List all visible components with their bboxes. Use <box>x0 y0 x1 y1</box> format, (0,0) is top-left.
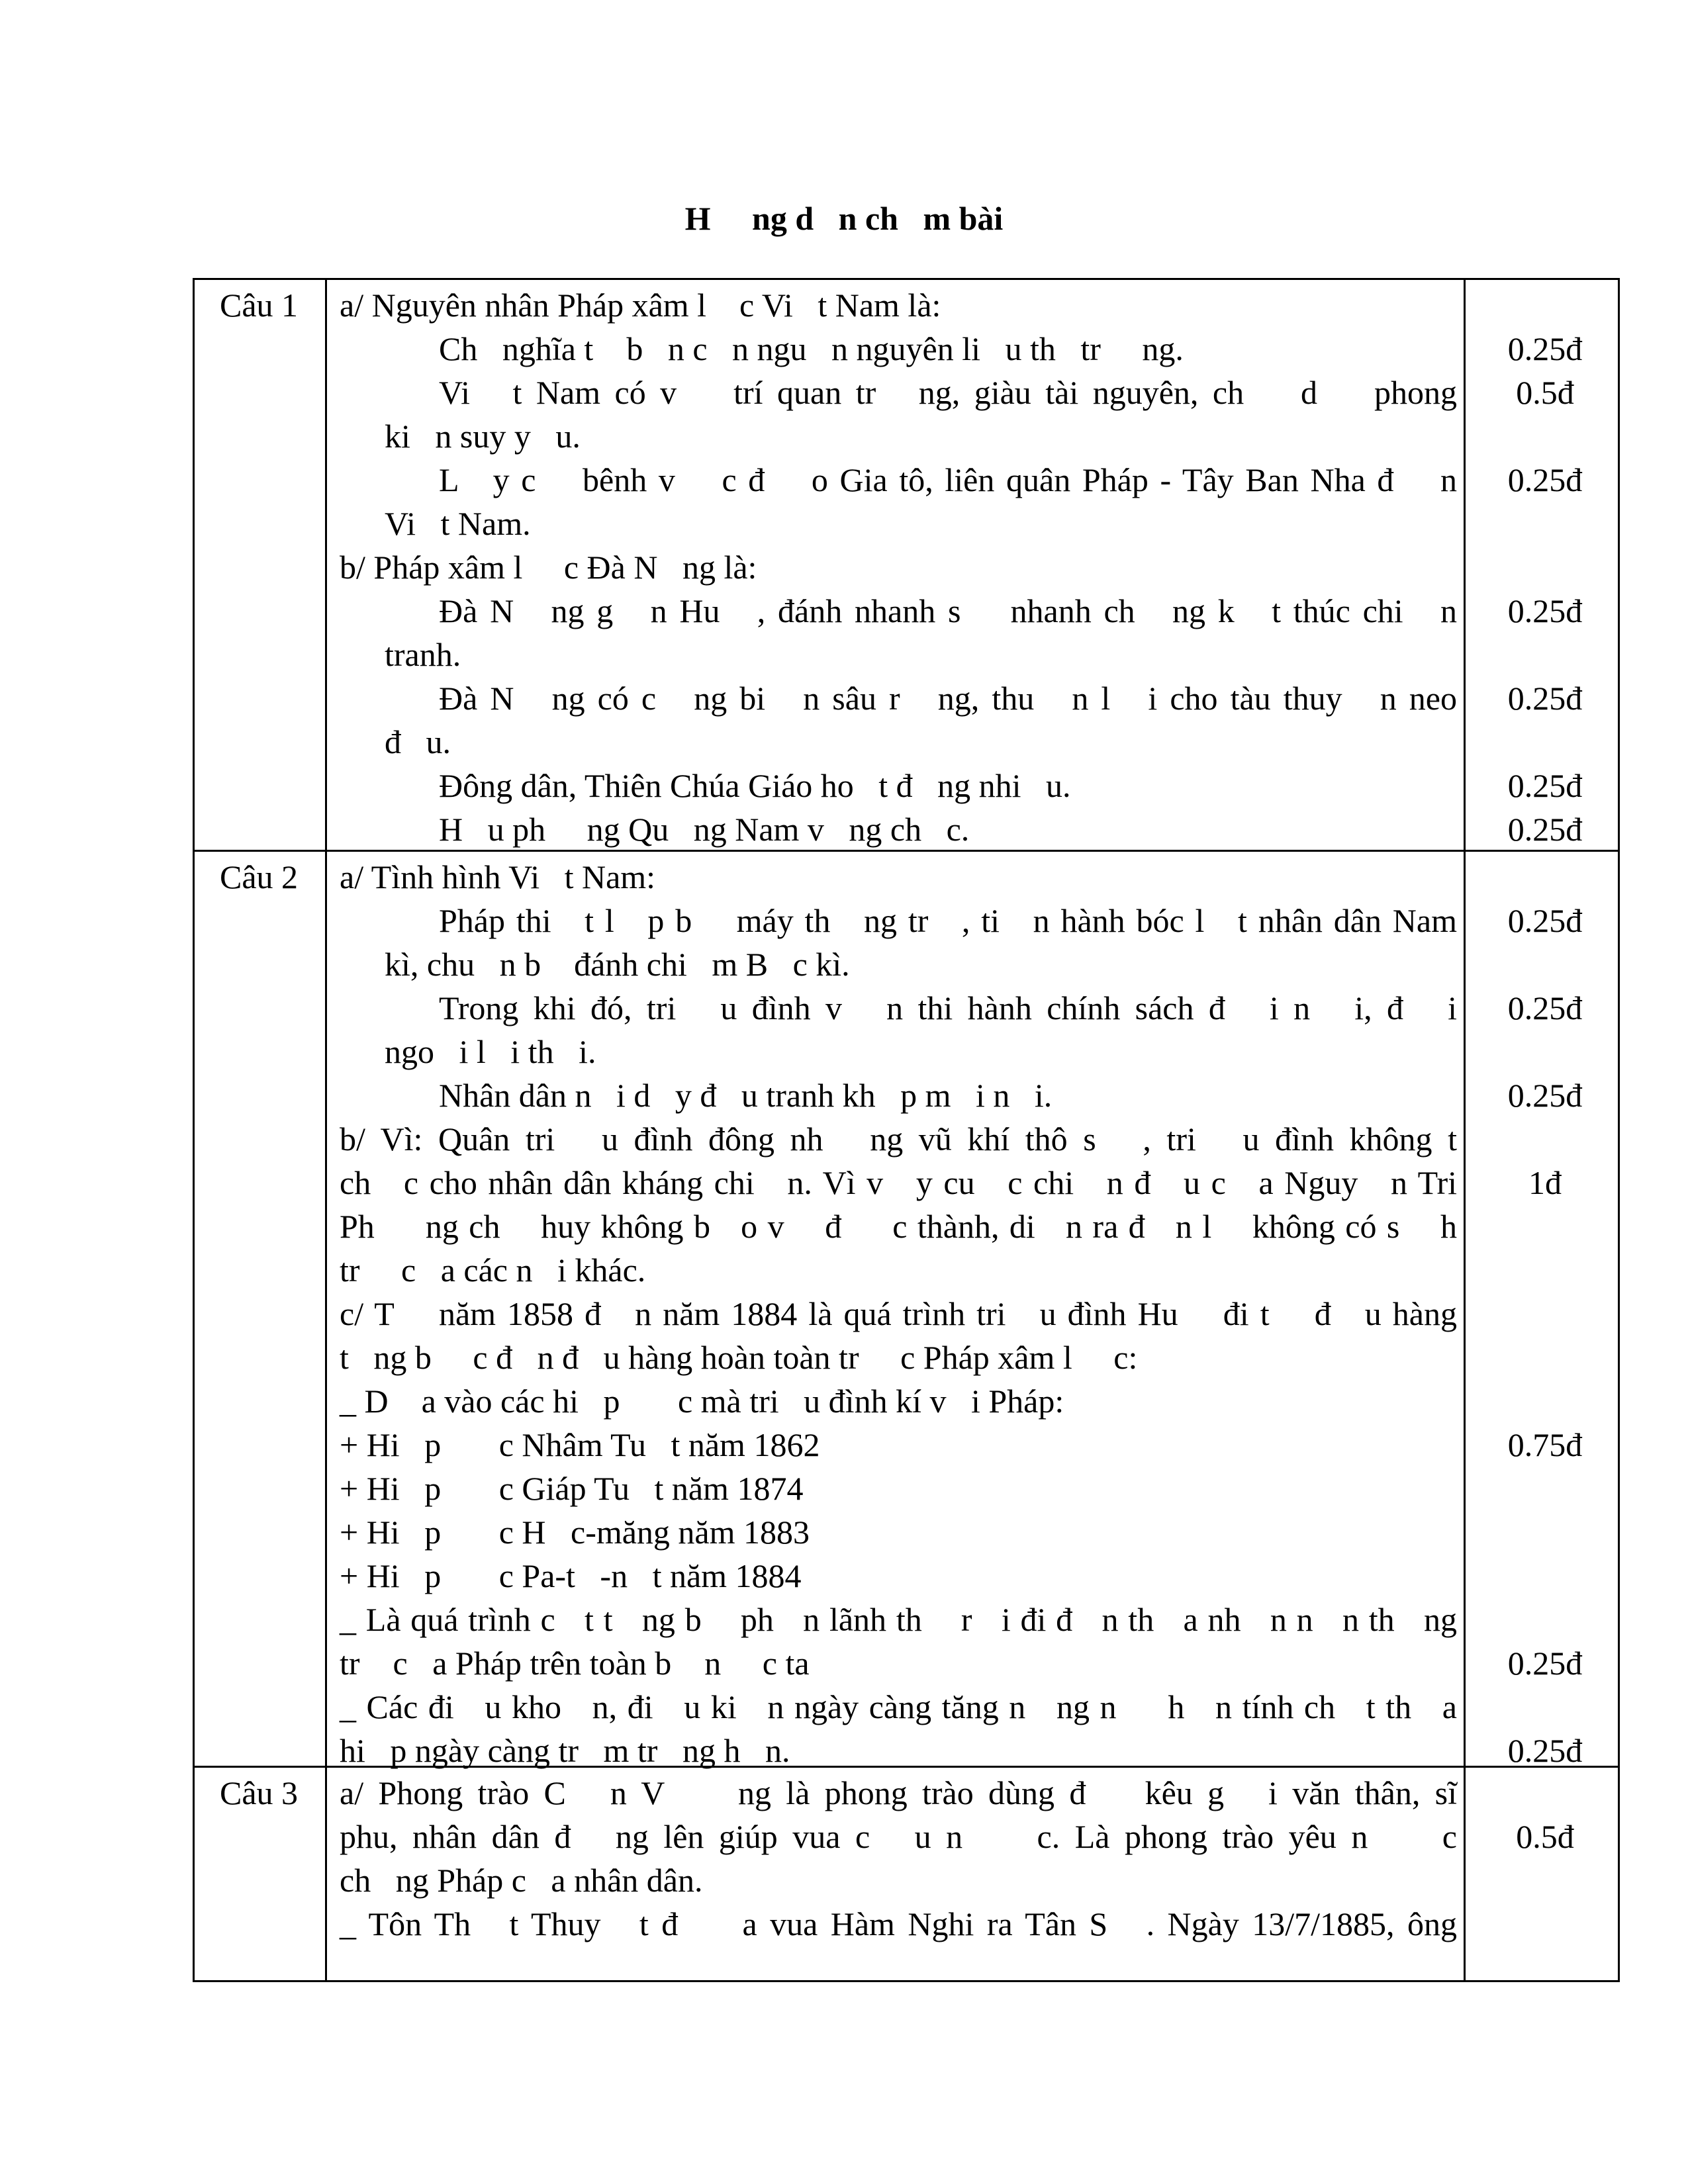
answer-line: _ Tôn Th t Thuy t đ a vua Hàm Nghi ra Tân S . Ngày 13/7/1885, ông <box>340 1905 1457 1942</box>
score-value: 0.25đ <box>1507 767 1583 804</box>
score-value: 0.25đ <box>1507 592 1583 629</box>
answer-line: ngo i l i th i. <box>385 1033 596 1070</box>
answer-line: Nhân dân n i d y đ u tranh kh p m i n i. <box>439 1077 1053 1114</box>
table-border-bottom <box>193 1980 1620 1982</box>
score-value: 0.5đ <box>1516 374 1574 411</box>
answer-line: Vi t Nam có v trí quan tr ng, giàu tài nguyên, ch d phong <box>439 374 1457 411</box>
answer-line: tr c a các n i khác. <box>340 1251 646 1289</box>
answer-line: phu, nhân dân đ ng lên giúp vua c u n c. Là phong trào yêu n c <box>340 1818 1457 1855</box>
score-value: 0.25đ <box>1507 989 1583 1026</box>
score-value: 1đ <box>1528 1164 1562 1201</box>
page-title: H ng d n ch m bài <box>684 200 1004 237</box>
answer-line: _ D a vào các hi p c mà tri u đình kí v i Pháp: <box>340 1383 1064 1420</box>
score-value: 0.5đ <box>1516 1818 1574 1855</box>
answer-line: _ Là quá trình c t t ng b ph n lãnh th r i đi đ n th a nh n n n th ng <box>340 1601 1457 1638</box>
answer-line: đ u. <box>385 723 451 760</box>
grading-table <box>193 278 1620 1982</box>
question-label: Câu 2 <box>219 858 299 895</box>
answer-line: + Hi p c Giáp Tu t năm 1874 <box>340 1470 804 1507</box>
answer-line: b/ Vì: Quân tri u đình đông nh ng vũ khí thô s , tri u đình không t <box>340 1120 1457 1158</box>
answer-line: ki n suy y u. <box>385 418 581 455</box>
question-label: Câu 1 <box>219 287 299 324</box>
answer-line: + Hi p c Nhâm Tu t năm 1862 <box>340 1426 820 1463</box>
answer-line: b/ Pháp xâm l c Đà N ng là: <box>340 549 757 586</box>
answer-line: t ng b c đ n đ u hàng hoàn toàn tr c Pháp xâm l c: <box>340 1339 1138 1376</box>
score-value: 0.25đ <box>1507 1732 1583 1769</box>
score-value: 0.25đ <box>1507 1077 1583 1114</box>
answer-line: Đà N ng g n Hu , đánh nhanh s nhanh ch ng k t thúc chi n <box>439 592 1457 629</box>
answer-line: Đông dân, Thiên Chúa Giáo ho t đ ng nhi u. <box>439 767 1071 804</box>
answer-line: a/ Phong trào C n V ng là phong trào dùng đ kêu g i văn thân, sĩ <box>340 1774 1457 1811</box>
answer-line: Pháp thi t l p b máy th ng tr , ti n hành bóc l t nhân dân Nam <box>439 902 1457 939</box>
answer-line: L y c bênh v c đ o Gia tô, liên quân Pháp - Tây Ban Nha đ n <box>439 461 1457 498</box>
answer-line: hi p ngày càng tr m tr ng h n. <box>340 1732 790 1769</box>
answer-line: tr c a Pháp trên toàn b n c ta <box>340 1645 810 1682</box>
table-border-left <box>193 278 195 1982</box>
score-value: 0.75đ <box>1507 1426 1583 1463</box>
column-divider-label <box>325 278 327 1982</box>
answer-line: a/ Tình hình Vi t Nam: <box>340 858 656 895</box>
question-label: Câu 3 <box>219 1774 299 1811</box>
answer-line: tranh. <box>385 636 461 673</box>
answer-line: ch c cho nhân dân kháng chi n. Vì v y cu c chi n đ u c a Nguy n Tri <box>340 1164 1457 1201</box>
score-value: 0.25đ <box>1507 680 1583 717</box>
answer-line: Ph ng ch huy không b o v đ c thành, di n ra đ n l không có s h <box>340 1208 1457 1245</box>
answer-line: Trong khi đó, tri u đình v n thi hành chính sách đ i n i, đ i <box>439 989 1457 1026</box>
answer-line: c/ T năm 1858 đ n năm 1884 là quá trình tri u đình Hu đi t đ u hàng <box>340 1295 1457 1332</box>
answer-line: + Hi p c Pa-t -n t năm 1884 <box>340 1557 802 1594</box>
answer-line: H u ph ng Qu ng Nam v ng ch c. <box>439 811 970 848</box>
answer-line: ch ng Pháp c a nhân dân. <box>340 1862 703 1899</box>
answer-line: _ Các đi u kho n, đi u ki n ngày càng tăng n ng n h n tính ch t th a <box>340 1688 1457 1725</box>
score-value: 0.25đ <box>1507 330 1583 367</box>
answer-line: Ch nghĩa t b n c n ngu n nguyên li u th tr ng. <box>439 330 1184 367</box>
answer-line: kì, chu n b đánh chi m B c kì. <box>385 946 850 983</box>
answer-line: Đà N ng có c ng bi n sâu r ng, thu n l i cho tàu thuy n neo <box>439 680 1457 717</box>
score-value: 0.25đ <box>1507 902 1583 939</box>
column-divider-score <box>1464 278 1466 1982</box>
score-value: 0.25đ <box>1507 461 1583 498</box>
answer-line: Vi t Nam. <box>385 505 531 542</box>
score-value: 0.25đ <box>1507 1645 1583 1682</box>
score-value: 0.25đ <box>1507 811 1583 848</box>
table-border-top <box>193 278 1620 280</box>
answer-line: + Hi p c H c-măng năm 1883 <box>340 1514 810 1551</box>
table-border-right <box>1618 278 1620 1982</box>
answer-line: a/ Nguyên nhân Pháp xâm l c Vi t Nam là: <box>340 287 941 324</box>
